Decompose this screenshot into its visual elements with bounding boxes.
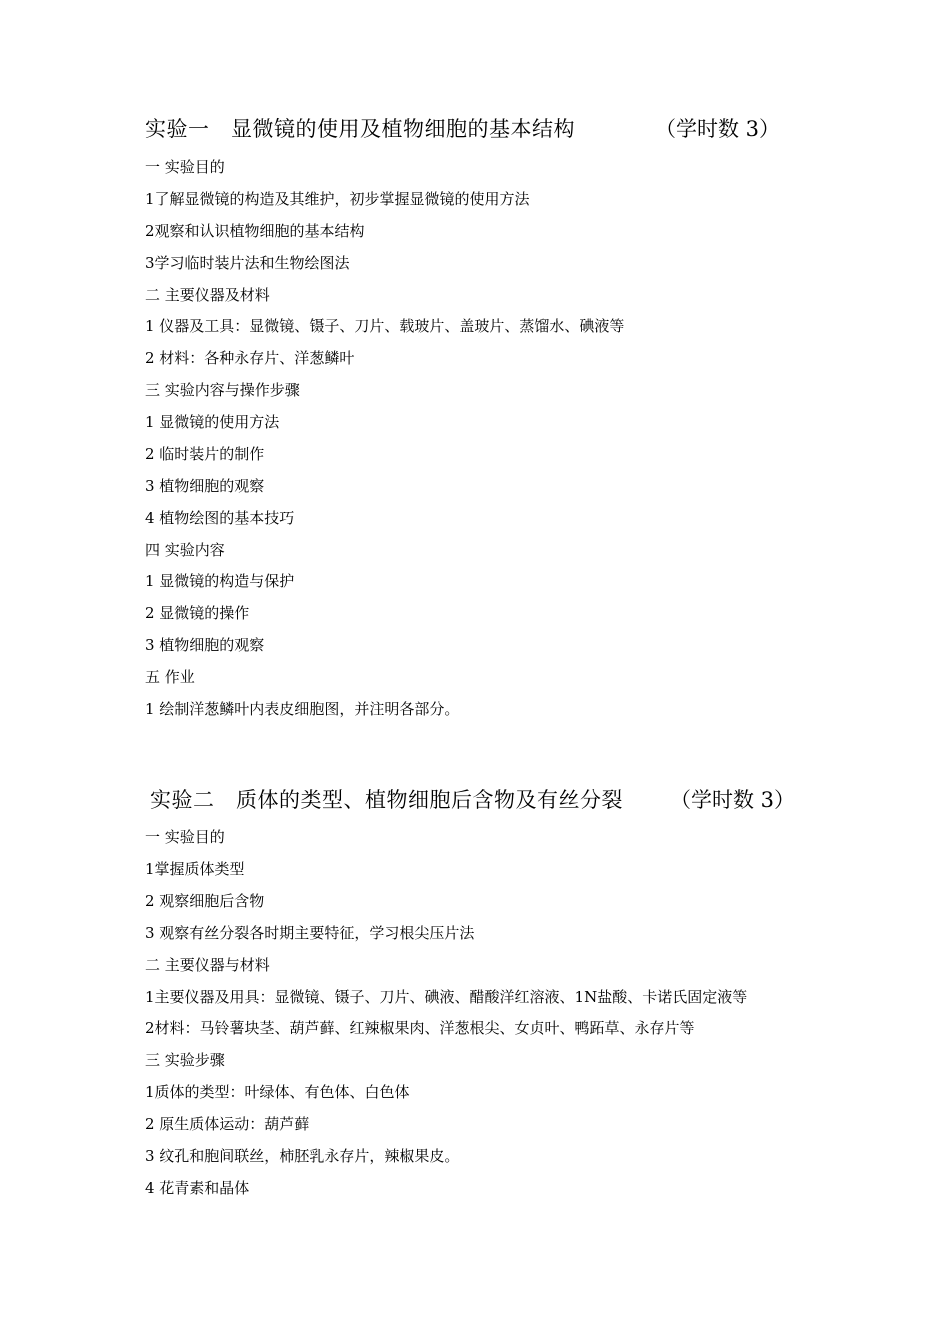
section2-line: 2 原生质体运动：葫芦藓 [145, 1115, 310, 1133]
section1-line: 2 显微镜的操作 [145, 604, 250, 622]
section1-line: 一 实验目的 [145, 158, 225, 176]
section1-line: 五 作业 [145, 668, 195, 686]
section1-line: 三 实验内容与操作步骤 [145, 381, 300, 399]
section1-line: 3学习临时装片法和生物绘图法 [145, 254, 350, 272]
section1-title: 实验一 显微镜的使用及植物细胞的基本结构 [145, 117, 576, 141]
section2-line: 1掌握质体类型 [145, 860, 245, 878]
section1-line: 1 仪器及工具：显微镜、镊子、刀片、载玻片、盖玻片、蒸馏水、碘液等 [145, 317, 625, 335]
section1-line: 1了解显微镜的构造及其维护，初步掌握显微镜的使用方法 [145, 190, 530, 208]
section1-line: 2 材料：各种永存片、洋葱鳞叶 [145, 349, 355, 367]
section1-line: 3 植物细胞的观察 [145, 636, 265, 654]
section2-line: 二 主要仪器与材料 [145, 956, 270, 974]
section2-line: 3 纹孔和胞间联丝，柿胚乳永存片，辣椒果皮。 [145, 1147, 460, 1165]
section2-line: 1主要仪器及用具：显微镜、镊子、刀片、碘液、醋酸洋红溶液、1N盐酸、卡诺氏固定液等 [145, 988, 748, 1006]
section2-title: 实验二 质体的类型、植物细胞后含物及有丝分裂 [150, 788, 624, 812]
section1-line: 3 植物细胞的观察 [145, 477, 265, 495]
section2-hours: （学时数 3） [670, 788, 796, 812]
section2-line: 三 实验步骤 [145, 1051, 225, 1069]
section1-line: 1 显微镜的使用方法 [145, 413, 280, 431]
section2-line: 一 实验目的 [145, 828, 225, 846]
section1-line: 1 绘制洋葱鳞叶内表皮细胞图，并注明各部分。 [145, 700, 460, 718]
section2-line: 3 观察有丝分裂各时期主要特征，学习根尖压片法 [145, 924, 475, 942]
section1-line: 1 显微镜的构造与保护 [145, 572, 295, 590]
section1-line: 2 临时装片的制作 [145, 445, 265, 463]
section1-line: 二 主要仪器及材料 [145, 286, 270, 304]
section1-line: 四 实验内容 [145, 541, 225, 559]
section2-line: 1质体的类型：叶绿体、有色体、白色体 [145, 1083, 410, 1101]
section2-line: 4 花青素和晶体 [145, 1179, 250, 1197]
section1-line: 4 植物绘图的基本技巧 [145, 509, 295, 527]
section2-line: 2材料：马铃薯块茎、葫芦藓、红辣椒果肉、洋葱根尖、女贞叶、鸭跖草、永存片等 [145, 1019, 695, 1037]
section1-hours: （学时数 3） [655, 117, 781, 141]
section2-line: 2 观察细胞后含物 [145, 892, 265, 910]
section1-line: 2观察和认识植物细胞的基本结构 [145, 222, 365, 240]
